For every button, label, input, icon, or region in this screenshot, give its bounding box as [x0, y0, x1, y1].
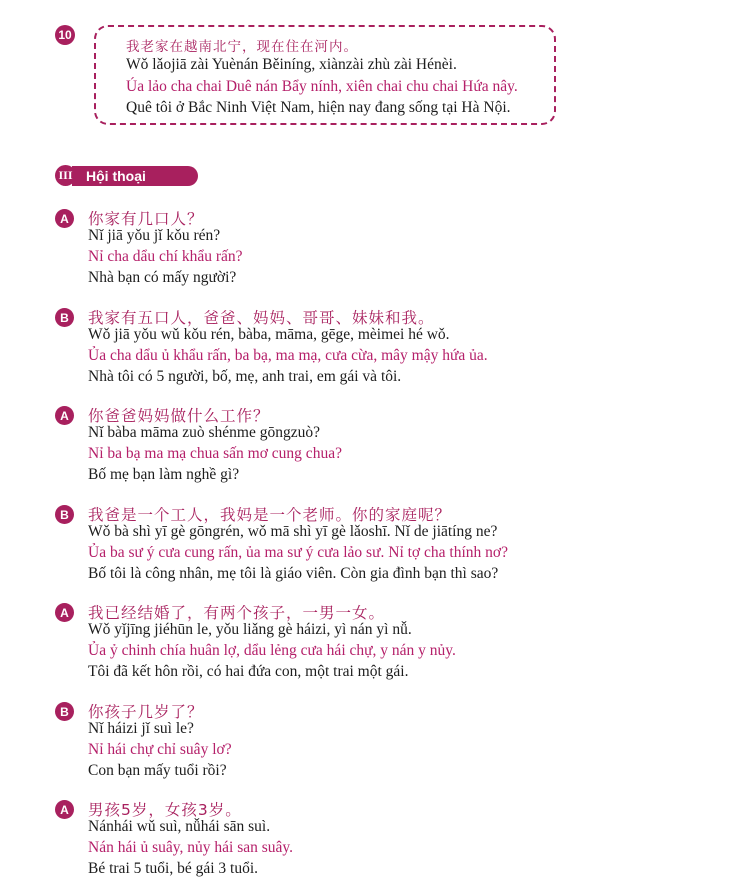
speaker-badge: B — [55, 702, 74, 721]
turn-pinyin: Wǒ bà shì yī gè gōngrén, wǒ mā shì yī gè lǎoshī. Nǐ de jiātíng ne? — [88, 523, 498, 540]
example-pinyin: Wǒ lǎojiā zài Yuènán Běiníng, xiànzài zhù zài Hénèi. — [126, 56, 457, 73]
turn-pinyin: Nánhái wǔ suì, nǚhái sān suì. — [88, 818, 271, 835]
turn-pinyin: Wǒ yǐjīng jiéhūn le, yǒu liǎng gè háizi, yì nán yì nǚ. — [88, 621, 412, 638]
dialogue-turn — [55, 796, 695, 880]
turn-vietnamese-pronunciation: Nỉ hái chự chỉ suây lơ? — [88, 741, 232, 758]
turn-pinyin: Wǒ jiā yǒu wǔ kǒu rén, bàba, māma, gēge, mèimei hé wǒ. — [88, 326, 450, 343]
example-number-badge: 10 — [55, 25, 75, 45]
turn-hanzi: 我家有五口人，爸爸、妈妈、哥哥、妹妹和我。 — [88, 309, 435, 327]
speaker-badge: B — [55, 505, 74, 524]
turn-vietnamese-translation: Bố tôi là công nhân, mẹ tôi là giáo viên. Còn gia đình bạn thì sao? — [88, 565, 499, 582]
turn-hanzi: 我爸是一个工人，我妈是一个老师。你的家庭呢？ — [88, 506, 452, 524]
turn-hanzi: 你爸爸妈妈做什么工作？ — [88, 407, 270, 425]
section-roman-numeral: III — [55, 165, 76, 186]
dialogue-turn — [55, 599, 695, 683]
turn-hanzi: 我已经结婚了，有两个孩子，一男一女。 — [88, 604, 386, 622]
turn-vietnamese-translation: Bố mẹ bạn làm nghề gì? — [88, 466, 240, 483]
section-header — [55, 165, 198, 186]
dialogue-turn — [55, 402, 695, 486]
speaker-badge: A — [55, 800, 74, 819]
turn-vietnamese-pronunciation: Nỉ cha dẩu chí khẩu rấn? — [88, 248, 243, 265]
turn-pinyin: Nǐ bàba māma zuò shénme gōngzuò? — [88, 424, 320, 441]
dialogue-turn — [55, 501, 695, 585]
example-sentence-box — [94, 25, 556, 125]
turn-vietnamese-translation: Nhà tôi có 5 người, bố, mẹ, anh trai, em gái và tôi. — [88, 368, 402, 385]
turn-vietnamese-pronunciation: Nỉ ba bạ ma mạ chua sấn mơ cung chua? — [88, 445, 342, 462]
turn-vietnamese-translation: Bé trai 5 tuổi, bé gái 3 tuổi. — [88, 860, 259, 877]
dialogue-turn — [55, 304, 695, 388]
turn-vietnamese-translation: Tôi đã kết hôn rồi, có hai đứa con, một trai một gái. — [88, 663, 409, 680]
speaker-badge: B — [55, 308, 74, 327]
dialogue-turn — [55, 698, 695, 782]
turn-pinyin: Nǐ jiā yǒu jǐ kǒu rén? — [88, 227, 221, 244]
turn-hanzi: 男孩5岁，女孩3岁。 — [88, 801, 242, 819]
dialogue-turn — [55, 205, 695, 289]
example-vietnamese-pronunciation: Úa lảo cha chai Duê nán Bẩy nính, xiên chai chu chai Hứa nây. — [126, 78, 518, 95]
turn-hanzi: 你孩子几岁了？ — [88, 703, 204, 721]
speaker-badge: A — [55, 209, 74, 228]
speaker-badge: A — [55, 603, 74, 622]
example-vietnamese-translation: Quê tôi ở Bắc Ninh Việt Nam, hiện nay đang sống tại Hà Nội. — [126, 99, 511, 116]
turn-pinyin: Nǐ háizi jǐ suì le? — [88, 720, 194, 737]
turn-vietnamese-pronunciation: Nán hái ủ suây, nủy hái san suây. — [88, 839, 294, 856]
speaker-badge: A — [55, 406, 74, 425]
turn-vietnamese-pronunciation: Ủa cha dẩu ủ khẩu rấn, ba bạ, ma mạ, cưa cừa, mây mậy hứa ủa. — [88, 347, 488, 364]
turn-vietnamese-translation: Con bạn mấy tuổi rồi? — [88, 762, 227, 779]
turn-vietnamese-pronunciation: Ủa ba sư ý cưa cung rấn, ủa ma sư ý cưa lảo sư. Nỉ tợ cha thính nơ? — [88, 544, 508, 561]
example-hanzi: 我老家在越南北宁，现在住在河内。 — [126, 39, 358, 55]
turn-vietnamese-pronunciation: Ủa ỷ chinh chía huân lợ, dẩu lẻng cưa hái chự, y nán y nủy. — [88, 642, 456, 659]
section-title: Hội thoại — [72, 166, 198, 186]
turn-vietnamese-translation: Nhà bạn có mấy người? — [88, 269, 237, 286]
turn-hanzi: 你家有几口人？ — [88, 210, 204, 228]
